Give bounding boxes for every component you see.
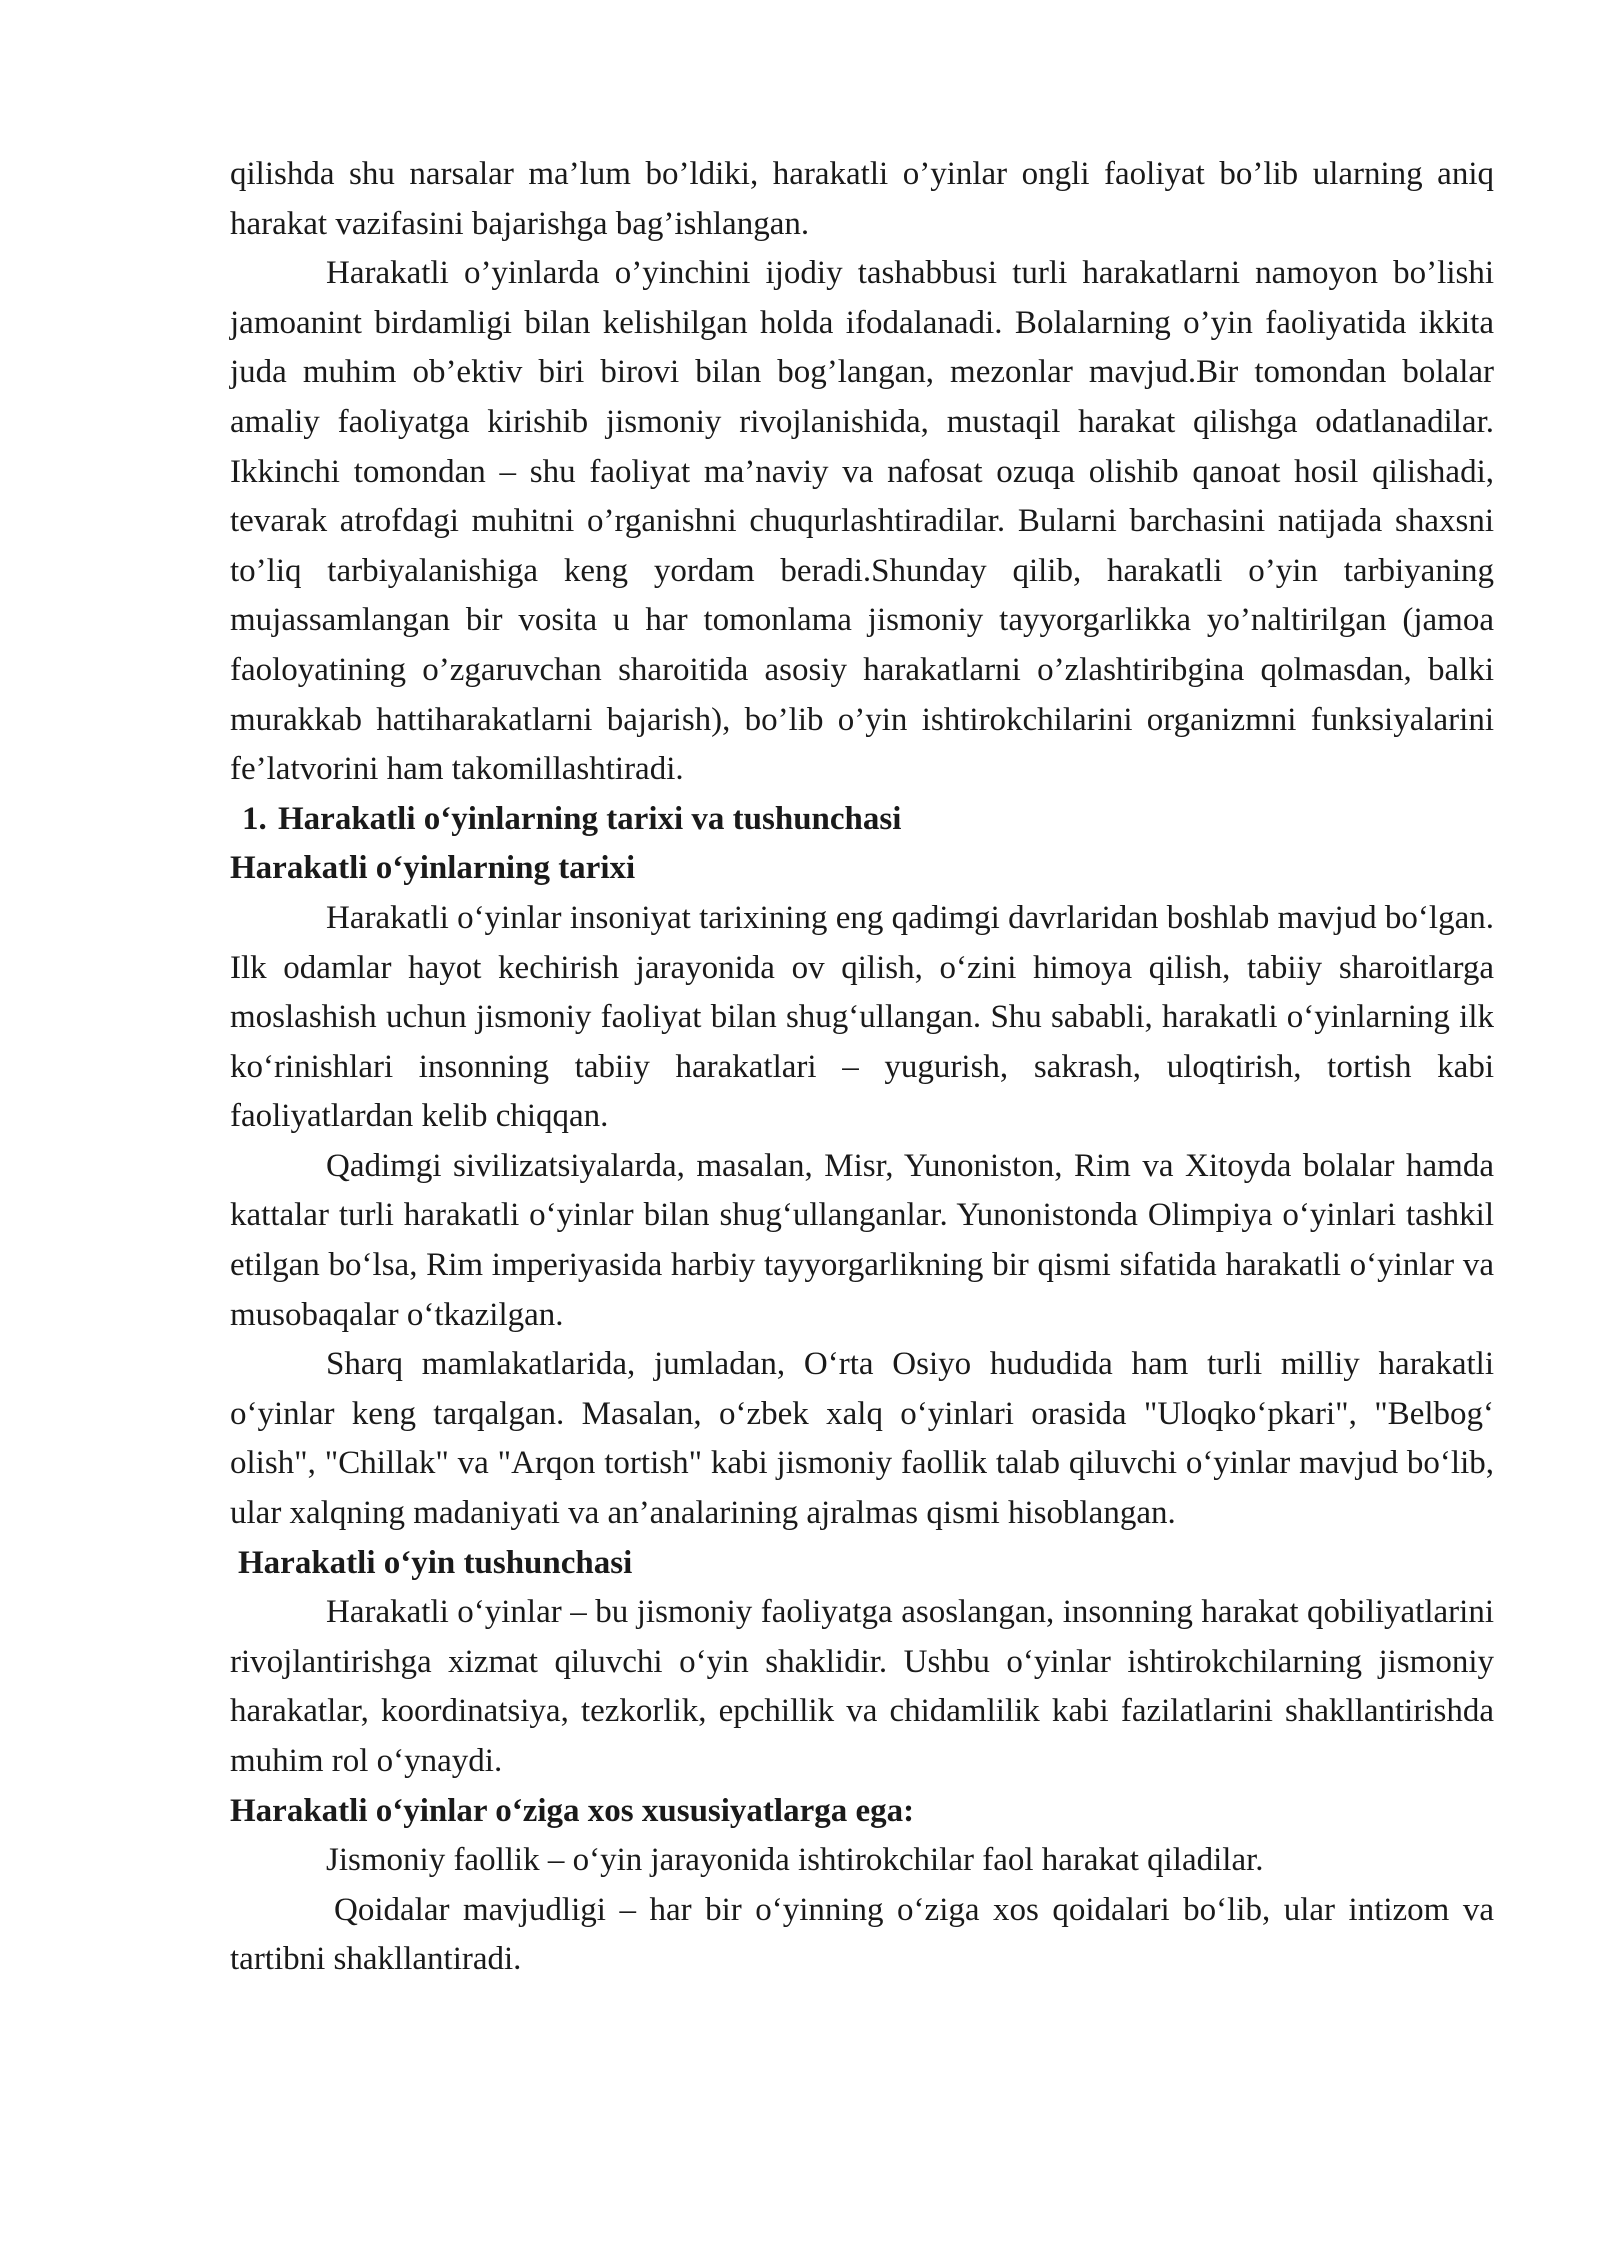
intro-continuation-paragraph: qilishda shu narsalar ma’lum bo’ldiki, harakatli o’yinlar ongli faoliyat bo’lib ularning aniq harakat vazifasini bajarishga bag’ishlangan.	[230, 156, 1494, 242]
history-subheading: Harakatli o‘yinlarning tarixi	[230, 850, 636, 887]
history-paragraph-1: Harakatli o‘yinlar insoniyat tarixining eng qadimgi davrlaridan boshlab mavjud bo‘lgan. Ilk odamlar hayot kechirish jarayonida ov qilish, o‘zini himoya qilish, tabiiy sharoitlarga moslashish uchun jismoniy faoliyat bilan shug‘ullangan. Shu sababli, harakatli o‘yinlarning ilk ko‘rinishlari insonning tabiiy harakatlari – yugurish, sakrash, uloqtirish, tortish kabi faoliyatlardan kelib chiqqan.	[230, 899, 1494, 1135]
intro-paragraph: Harakatli o’yinlarda o’yinchini ijodiy tashabbusi turli harakatlarni namoyon bo’lishi jamoanint birdamligi bilan kelishilgan holda ifodalanadi. Bolalarning o’yin faoliyatida ikkita juda muhim ob’ektiv biri birovi bilan bog’langan, mezonlar mavjud.Bir tomondan bolalar amaliy faoliyatga kirishib jismoniy rivojlanishida, mustaqil harakat qilishga odatlanadilar. Ikkinchi tomondan – shu faoliyat ma’naviy va nafosat ozuqa olishib qanoat hosil qilishadi, tevarak atrofdagi muhitni o’rganishni chuqurlashtiradilar. Bularni barchasini natijada shaxsni to’liq tarbiyalanishiga keng yordam beradi.Shunday qilib, harakatli o’yin tarbiyaning mujassamlangan bir vosita u har tomonlama jismoniy tayyorgarlikka yo’naltirilgan (jamoa faoloyatining o’zgaruvchan sharoitida asosiy harakatlarni o’zlashtiribgina qolmasdan, balki murakkab hattiharakatlarni bajarish), bo’lib o’yin ishtirokchilarini organizmni funksiyalarini fe’latvorini ham takomillashtiradi.	[230, 255, 1494, 788]
document-page	[230, 150, 1494, 1985]
concept-subheading: Harakatli o‘yin tushunchasi	[238, 1544, 633, 1581]
section-heading	[230, 795, 1494, 845]
section-title: Harakatli o‘yinlarning tarixi va tushunchasi	[278, 800, 902, 837]
section-number: 1.	[242, 800, 267, 837]
history-paragraph-3: Sharq mamlakatlarida, jumladan, O‘rta Osiyo hududida ham turli milliy harakatli o‘yinlar keng tarqalgan. Masalan, o‘zbek xalq o‘yinlari orasida "Uloqko‘pkari", "Belbog‘ olish", "Chillak" va "Arqon tortish" kabi jismoniy faollik talab qiluvchi o‘yinlar mavjud bo‘lib, ular xalqning madaniyati va an’analarining ajralmas qismi hisoblangan.	[230, 1346, 1494, 1532]
history-paragraph-2: Qadimgi sivilizatsiyalarda, masalan, Misr, Yunoniston, Rim va Xitoyda bolalar hamda kattalar turli harakatli o‘yinlar bilan shug‘ullanganlar. Yunonistonda Olimpiya o‘yinlari tashkil etilgan bo‘lsa, Rim imperiyasida harbiy tayyorgarlikning bir qismi sifatida harakatli o‘yinlar va musobaqalar o‘tkazilgan.	[230, 1147, 1494, 1333]
features-subheading: Harakatli o‘yinlar o‘ziga xos xususiyatlarga ega:	[230, 1792, 915, 1829]
feature-item-physical-activity: Jismoniy faollik – o‘yin jarayonida ishtirokchilar faol harakat qiladilar.	[326, 1842, 1264, 1879]
feature-item-rules: Qoidalar mavjudligi – har bir o‘yinning o‘ziga xos qoidalari bo‘lib, ular intizom va tartibni shakllantiradi.	[230, 1891, 1494, 1978]
concept-paragraph: Harakatli o‘yinlar – bu jismoniy faoliyatga asoslangan, insonning harakat qobiliyatlarini rivojlantirishga xizmat qiluvchi o‘yin shaklidir. Ushbu o‘yinlar ishtirokchilarning jismoniy harakatlar, koordinatsiya, tezkorlik, epchillik va chidamlilik kabi fazilatlarini shakllantirishda muhim rol o‘ynaydi.	[230, 1594, 1494, 1779]
